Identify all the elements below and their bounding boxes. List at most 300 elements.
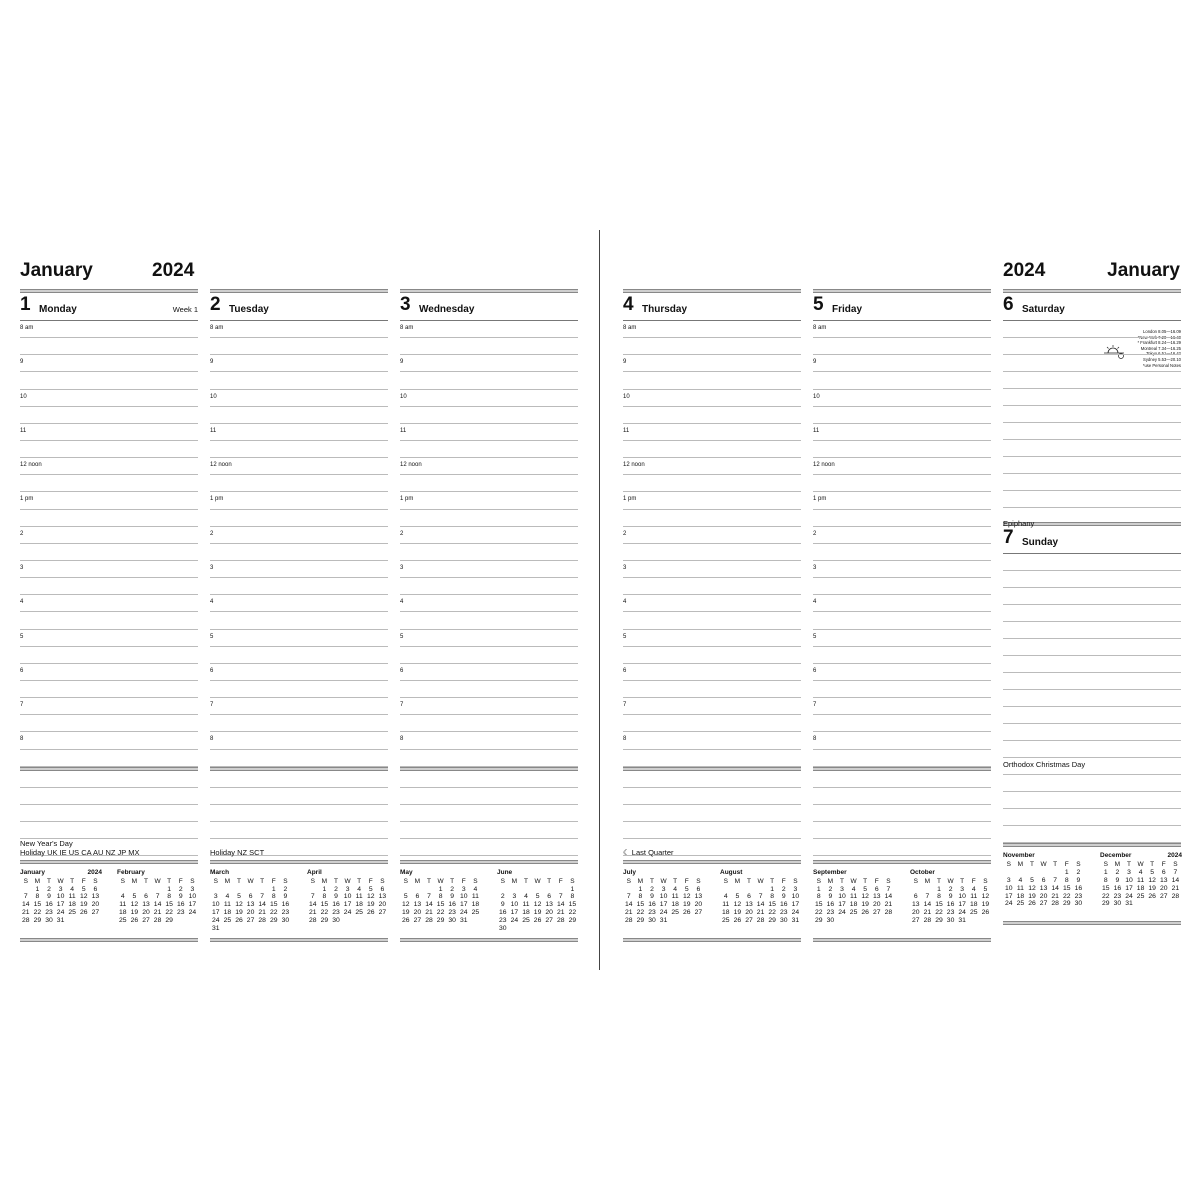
hour-line[interactable]: [623, 698, 801, 715]
note-line[interactable]: [1003, 792, 1181, 809]
time-label: 3: [623, 564, 627, 571]
hour-line[interactable]: [20, 698, 198, 715]
mini-day: 12: [79, 893, 88, 901]
hour-line[interactable]: [623, 630, 801, 647]
note-line[interactable]: [1003, 355, 1181, 372]
note-rule: [210, 804, 388, 805]
hour-line[interactable]: [813, 424, 991, 441]
hour-line[interactable]: [813, 630, 991, 647]
hour-line[interactable]: [20, 355, 198, 372]
mini-day: [210, 886, 222, 894]
mini-day: 20: [872, 901, 881, 909]
note-line[interactable]: [1003, 321, 1181, 338]
hour-line[interactable]: [210, 424, 388, 441]
mini-calendar-november: [1003, 852, 1083, 918]
hour-line[interactable]: [210, 630, 388, 647]
notes-area[interactable]: [210, 771, 388, 860]
hour-line[interactable]: [623, 561, 801, 578]
note-line[interactable]: [1003, 758, 1181, 775]
hour-line[interactable]: [20, 407, 198, 424]
hour-line[interactable]: [20, 561, 198, 578]
hour-line[interactable]: [20, 578, 198, 595]
mini-day: 11: [970, 893, 978, 901]
mini-calendars: [20, 864, 198, 938]
hour-line[interactable]: [623, 372, 801, 389]
mini-day: 3: [661, 885, 666, 893]
hour-line[interactable]: [400, 647, 578, 664]
hour-line[interactable]: [623, 578, 801, 595]
mini-day: 24: [343, 909, 352, 917]
hour-line[interactable]: [20, 321, 198, 338]
mini-day: [968, 917, 980, 925]
hour-line[interactable]: [400, 321, 578, 338]
mini-grid: [910, 878, 991, 925]
time-label: 4: [623, 599, 627, 606]
note-line[interactable]: [1003, 741, 1181, 758]
hour-line[interactable]: [210, 390, 388, 407]
hour-line[interactable]: [210, 681, 388, 698]
mini-day: 16: [281, 901, 290, 909]
mini-day: 19: [981, 901, 990, 909]
hour-line[interactable]: [20, 647, 198, 664]
note-line[interactable]: [1003, 338, 1181, 355]
hour-line[interactable]: [400, 561, 578, 578]
mini-day: 25: [849, 909, 858, 917]
hour-line[interactable]: [400, 492, 578, 509]
hour-line[interactable]: [623, 750, 801, 767]
time-label: 8 am: [623, 325, 637, 331]
note-line[interactable]: [1003, 656, 1181, 673]
hour-line[interactable]: [623, 475, 801, 492]
hour-line[interactable]: [813, 561, 991, 578]
day-number: 1: [20, 294, 31, 315]
note-line[interactable]: [1003, 491, 1181, 508]
double-rule: [400, 938, 578, 942]
hour-rows: [813, 321, 991, 767]
mini-day: 24: [459, 909, 468, 917]
time-label: 4: [813, 599, 817, 606]
hour-line[interactable]: [813, 647, 991, 664]
hour-line[interactable]: [400, 681, 578, 698]
time-label: 6: [210, 667, 214, 674]
hour-line[interactable]: [623, 647, 801, 664]
note-rule: [400, 787, 578, 788]
mini-day: 26: [366, 909, 375, 917]
mini-day: [883, 917, 895, 925]
mini-day: 31: [212, 925, 220, 932]
mini-day: 3: [213, 893, 218, 901]
hour-line[interactable]: [623, 681, 801, 698]
mini-day: 18: [223, 909, 232, 917]
hour-line[interactable]: [210, 510, 388, 527]
hour-line[interactable]: [623, 458, 801, 475]
hour-line[interactable]: [210, 407, 388, 424]
hour-line[interactable]: [400, 338, 578, 355]
hour-line[interactable]: [813, 355, 991, 372]
mini-day: 6: [913, 893, 918, 901]
note-rule: [210, 821, 388, 822]
hour-line[interactable]: [400, 612, 578, 629]
mini-day: 31: [56, 917, 65, 925]
mini-day: 2: [178, 885, 183, 893]
mini-day: 9: [828, 893, 833, 901]
hour-line[interactable]: [400, 407, 578, 424]
mini-day: 27: [1039, 900, 1048, 908]
hour-line[interactable]: [623, 732, 801, 749]
mini-day: 3: [960, 885, 965, 893]
mini-day: 8: [570, 893, 575, 901]
hour-line[interactable]: [623, 390, 801, 407]
double-rule: [1003, 921, 1181, 925]
weekday-header: T: [167, 877, 172, 885]
hour-line[interactable]: [20, 372, 198, 389]
mini-day: 12: [1148, 876, 1156, 884]
hour-line[interactable]: [210, 492, 388, 509]
weekday-header: S: [626, 877, 631, 885]
mini-day: 4: [524, 893, 528, 901]
weekday-header: S: [793, 877, 798, 885]
hour-line[interactable]: [20, 338, 198, 355]
hour-line[interactable]: [400, 424, 578, 441]
time-label: 11: [20, 427, 27, 434]
notes-area[interactable]: [400, 771, 578, 860]
hour-line[interactable]: [400, 544, 578, 561]
hour-line[interactable]: [400, 475, 578, 492]
mini-day: [342, 917, 354, 925]
weekday-header: W: [947, 877, 954, 885]
hour-line[interactable]: [210, 578, 388, 595]
hour-line[interactable]: [813, 698, 991, 715]
hour-line[interactable]: [400, 595, 578, 612]
time-label: 8: [210, 736, 214, 743]
note-line[interactable]: [1003, 554, 1181, 571]
hour-line[interactable]: [20, 715, 198, 732]
time-label: 3: [20, 564, 24, 571]
note-line: Holiday UK IE US CA AU NZ JP MX: [20, 848, 140, 858]
hour-line[interactable]: [623, 544, 801, 561]
hour-line[interactable]: [210, 458, 388, 475]
mini-day: 6: [93, 885, 98, 893]
hour-line[interactable]: [20, 664, 198, 681]
mini-day: 27: [91, 909, 100, 917]
mini-day: 10: [212, 901, 220, 909]
time-label: 11: [400, 427, 407, 434]
note-line[interactable]: [1003, 707, 1181, 724]
hour-line[interactable]: [623, 595, 801, 612]
hour-line[interactable]: [623, 407, 801, 424]
weekday-header: S: [283, 877, 288, 885]
hour-line[interactable]: [210, 595, 388, 612]
mini-day: 9: [500, 901, 505, 909]
mini-day: 8: [816, 893, 821, 901]
hour-line[interactable]: [813, 458, 991, 475]
note-line[interactable]: [1003, 724, 1181, 741]
mini-day: 11: [522, 901, 530, 909]
hour-line[interactable]: [813, 578, 991, 595]
mini-day: 10: [1005, 884, 1013, 892]
notes-area[interactable]: [20, 771, 198, 860]
hour-line[interactable]: [400, 750, 578, 767]
mini-grid: [720, 878, 801, 925]
timezone-line: Sydney 5.53—20.10: [1143, 356, 1181, 362]
weekday-header: S: [190, 877, 195, 885]
hour-line[interactable]: [210, 372, 388, 389]
weekday-header: T: [46, 877, 51, 885]
mini-calendar-december: [1100, 852, 1180, 918]
hour-line[interactable]: [813, 750, 991, 767]
hour-line[interactable]: [210, 732, 388, 749]
saturday-note: Epiphany: [1003, 519, 1035, 528]
hour-line[interactable]: [20, 630, 198, 647]
note-line[interactable]: [1003, 605, 1181, 622]
hour-line[interactable]: [623, 612, 801, 629]
hour-line[interactable]: [400, 390, 578, 407]
hour-line[interactable]: [813, 732, 991, 749]
hour-line[interactable]: [210, 647, 388, 664]
mini-day: 30: [826, 917, 835, 925]
hour-line[interactable]: [210, 527, 388, 544]
notes-area[interactable]: [623, 771, 801, 860]
note-line[interactable]: [1003, 389, 1181, 406]
hour-line[interactable]: [813, 321, 991, 338]
note-line[interactable]: [1003, 639, 1181, 656]
notes-area[interactable]: [813, 771, 991, 860]
hour-line[interactable]: [813, 407, 991, 424]
mini-day: 23: [332, 909, 340, 917]
mini-day: 27: [545, 917, 553, 925]
time-label: 6: [813, 667, 817, 674]
mini-day: [256, 886, 268, 894]
hour-line[interactable]: [210, 750, 388, 767]
weekday-header: M: [1114, 861, 1121, 868]
mini-day: [1049, 869, 1061, 877]
weekday-header: M: [1017, 861, 1024, 868]
hour-line[interactable]: [20, 732, 198, 749]
mini-day: 25: [68, 909, 76, 917]
mini-day: [532, 886, 544, 894]
hour-line[interactable]: [623, 441, 801, 458]
hour-line[interactable]: [623, 424, 801, 441]
mini-day: 23: [1074, 892, 1083, 900]
note-line[interactable]: [1003, 622, 1181, 639]
mini-day: 17: [838, 901, 846, 909]
mini-day: 7: [155, 893, 160, 901]
hour-line[interactable]: [813, 372, 991, 389]
hour-line[interactable]: [20, 750, 198, 767]
hour-line[interactable]: [813, 681, 991, 698]
hour-line[interactable]: [813, 664, 991, 681]
mini-day: [532, 925, 544, 933]
note-line[interactable]: [1003, 809, 1181, 826]
mini-day: 19: [682, 901, 691, 909]
week-number: Week 1: [172, 305, 198, 314]
hour-line[interactable]: [20, 510, 198, 527]
weekday-header: M: [414, 877, 421, 885]
hour-line[interactable]: [813, 544, 991, 561]
time-label: 1 pm: [210, 496, 224, 503]
hour-line[interactable]: [210, 612, 388, 629]
mini-day: 20: [1159, 884, 1168, 892]
mini-day: 2: [500, 893, 505, 901]
hour-line[interactable]: [813, 527, 991, 544]
mini-day: 13: [745, 901, 753, 909]
mini-day: 4: [70, 885, 75, 893]
weekday-header: W: [57, 877, 64, 885]
mini-day: 21: [153, 909, 162, 917]
right-month-title: January: [1107, 260, 1180, 281]
time-label: 5: [400, 633, 404, 640]
hour-line[interactable]: [20, 424, 198, 441]
note-line[interactable]: [1003, 571, 1181, 588]
mini-day: 22: [33, 909, 42, 917]
mini-day: 26: [402, 917, 410, 925]
hour-line[interactable]: [210, 715, 388, 732]
note-line[interactable]: [1003, 775, 1181, 792]
hour-line[interactable]: [20, 441, 198, 458]
mini-day: 21: [756, 909, 765, 917]
note-line[interactable]: [1003, 457, 1181, 474]
note-line[interactable]: [1003, 588, 1181, 605]
hour-line[interactable]: [400, 510, 578, 527]
note-line[interactable]: [1003, 423, 1181, 440]
hour-line[interactable]: [210, 664, 388, 681]
mini-calendar-february: [117, 869, 197, 935]
note-line[interactable]: [1003, 372, 1181, 389]
hour-line[interactable]: [623, 664, 801, 681]
day-header: [623, 293, 801, 321]
hour-line[interactable]: [400, 715, 578, 732]
hour-line[interactable]: [400, 732, 578, 749]
mini-day: 23: [45, 909, 53, 917]
hour-line[interactable]: [623, 527, 801, 544]
hour-line[interactable]: [400, 698, 578, 715]
hour-rows: [20, 321, 198, 767]
mini-day: 26: [861, 909, 869, 917]
mini-day: 12: [861, 893, 869, 901]
day-header-saturday: [1003, 293, 1181, 321]
note-line[interactable]: [1003, 690, 1181, 707]
hour-line[interactable]: [813, 475, 991, 492]
hour-line[interactable]: [813, 441, 991, 458]
hour-line[interactable]: [20, 458, 198, 475]
hour-line[interactable]: [20, 681, 198, 698]
hour-line[interactable]: [20, 492, 198, 509]
hour-line[interactable]: [20, 595, 198, 612]
hour-line[interactable]: [400, 578, 578, 595]
mini-day: 17: [958, 901, 966, 909]
mini-day: 20: [912, 909, 920, 917]
mini-day: 17: [459, 901, 468, 909]
hour-line[interactable]: [813, 338, 991, 355]
mini-day: 10: [459, 893, 468, 901]
time-label: 7: [813, 702, 817, 709]
weekday-header: W: [437, 877, 444, 885]
time-label: 12 noon: [210, 462, 232, 469]
mini-calendars: [1003, 847, 1181, 921]
mini-day: 10: [838, 893, 846, 901]
hour-line[interactable]: [400, 458, 578, 475]
hour-line[interactable]: [623, 355, 801, 372]
hour-line[interactable]: [20, 527, 198, 544]
note-rule: [400, 838, 578, 839]
hour-line[interactable]: [400, 664, 578, 681]
mini-day: 1: [570, 885, 575, 893]
hour-line[interactable]: [20, 612, 198, 629]
mini-day: [78, 917, 90, 925]
mini-grid: [20, 878, 101, 925]
note-line[interactable]: [1003, 673, 1181, 690]
hour-line[interactable]: [210, 561, 388, 578]
hour-line[interactable]: [210, 698, 388, 715]
mini-day: 31: [958, 917, 966, 925]
hour-line[interactable]: [623, 338, 801, 355]
hour-line[interactable]: [210, 544, 388, 561]
mini-day: 5: [863, 885, 868, 893]
hour-line[interactable]: [813, 595, 991, 612]
mini-day: 16: [448, 901, 456, 909]
timezone-line: Montreal 7.34—16.25: [1140, 345, 1181, 351]
note-line[interactable]: [1003, 406, 1181, 423]
hour-line[interactable]: [623, 715, 801, 732]
hour-line[interactable]: [400, 372, 578, 389]
hour-line[interactable]: [20, 475, 198, 492]
mini-day: 23: [448, 909, 456, 917]
mini-day: 7: [886, 885, 891, 893]
hour-line[interactable]: [210, 321, 388, 338]
weekday-header: F: [461, 877, 466, 885]
hour-line[interactable]: [400, 355, 578, 372]
hour-line[interactable]: [813, 510, 991, 527]
mini-day: 16: [826, 901, 835, 909]
note-line[interactable]: [1003, 440, 1181, 457]
mini-day: [423, 886, 435, 894]
hour-line[interactable]: [813, 390, 991, 407]
hour-line[interactable]: [20, 544, 198, 561]
mini-day: 25: [355, 909, 363, 917]
hour-line[interactable]: [813, 612, 991, 629]
hour-line[interactable]: [210, 475, 388, 492]
mini-day: 29: [1102, 900, 1110, 908]
hour-line[interactable]: [400, 630, 578, 647]
hour-line[interactable]: [813, 492, 991, 509]
time-label: 8: [623, 736, 627, 743]
hour-line[interactable]: [210, 441, 388, 458]
hour-line[interactable]: [210, 338, 388, 355]
hour-line[interactable]: [400, 527, 578, 544]
weekday-header: M: [827, 877, 834, 885]
mini-grid: [117, 878, 198, 925]
note-line[interactable]: [1003, 474, 1181, 491]
mini-day: 18: [722, 909, 730, 917]
hour-line[interactable]: [210, 355, 388, 372]
time-label: 1 pm: [20, 496, 34, 503]
mini-day: 11: [722, 901, 730, 909]
mini-day: 5: [735, 893, 740, 901]
time-label: 12 noon: [813, 462, 835, 469]
hour-line[interactable]: [20, 390, 198, 407]
hour-line[interactable]: [400, 441, 578, 458]
hour-line[interactable]: [623, 492, 801, 509]
weekday-header: T: [260, 877, 265, 885]
mini-day: 6: [248, 893, 253, 901]
hour-line[interactable]: [623, 321, 801, 338]
mini-day: 22: [935, 909, 943, 917]
hour-line[interactable]: [623, 510, 801, 527]
note-line[interactable]: [1003, 826, 1181, 843]
day-column-thursday: [623, 289, 801, 942]
time-label: 6: [20, 667, 24, 674]
hour-line[interactable]: [813, 715, 991, 732]
